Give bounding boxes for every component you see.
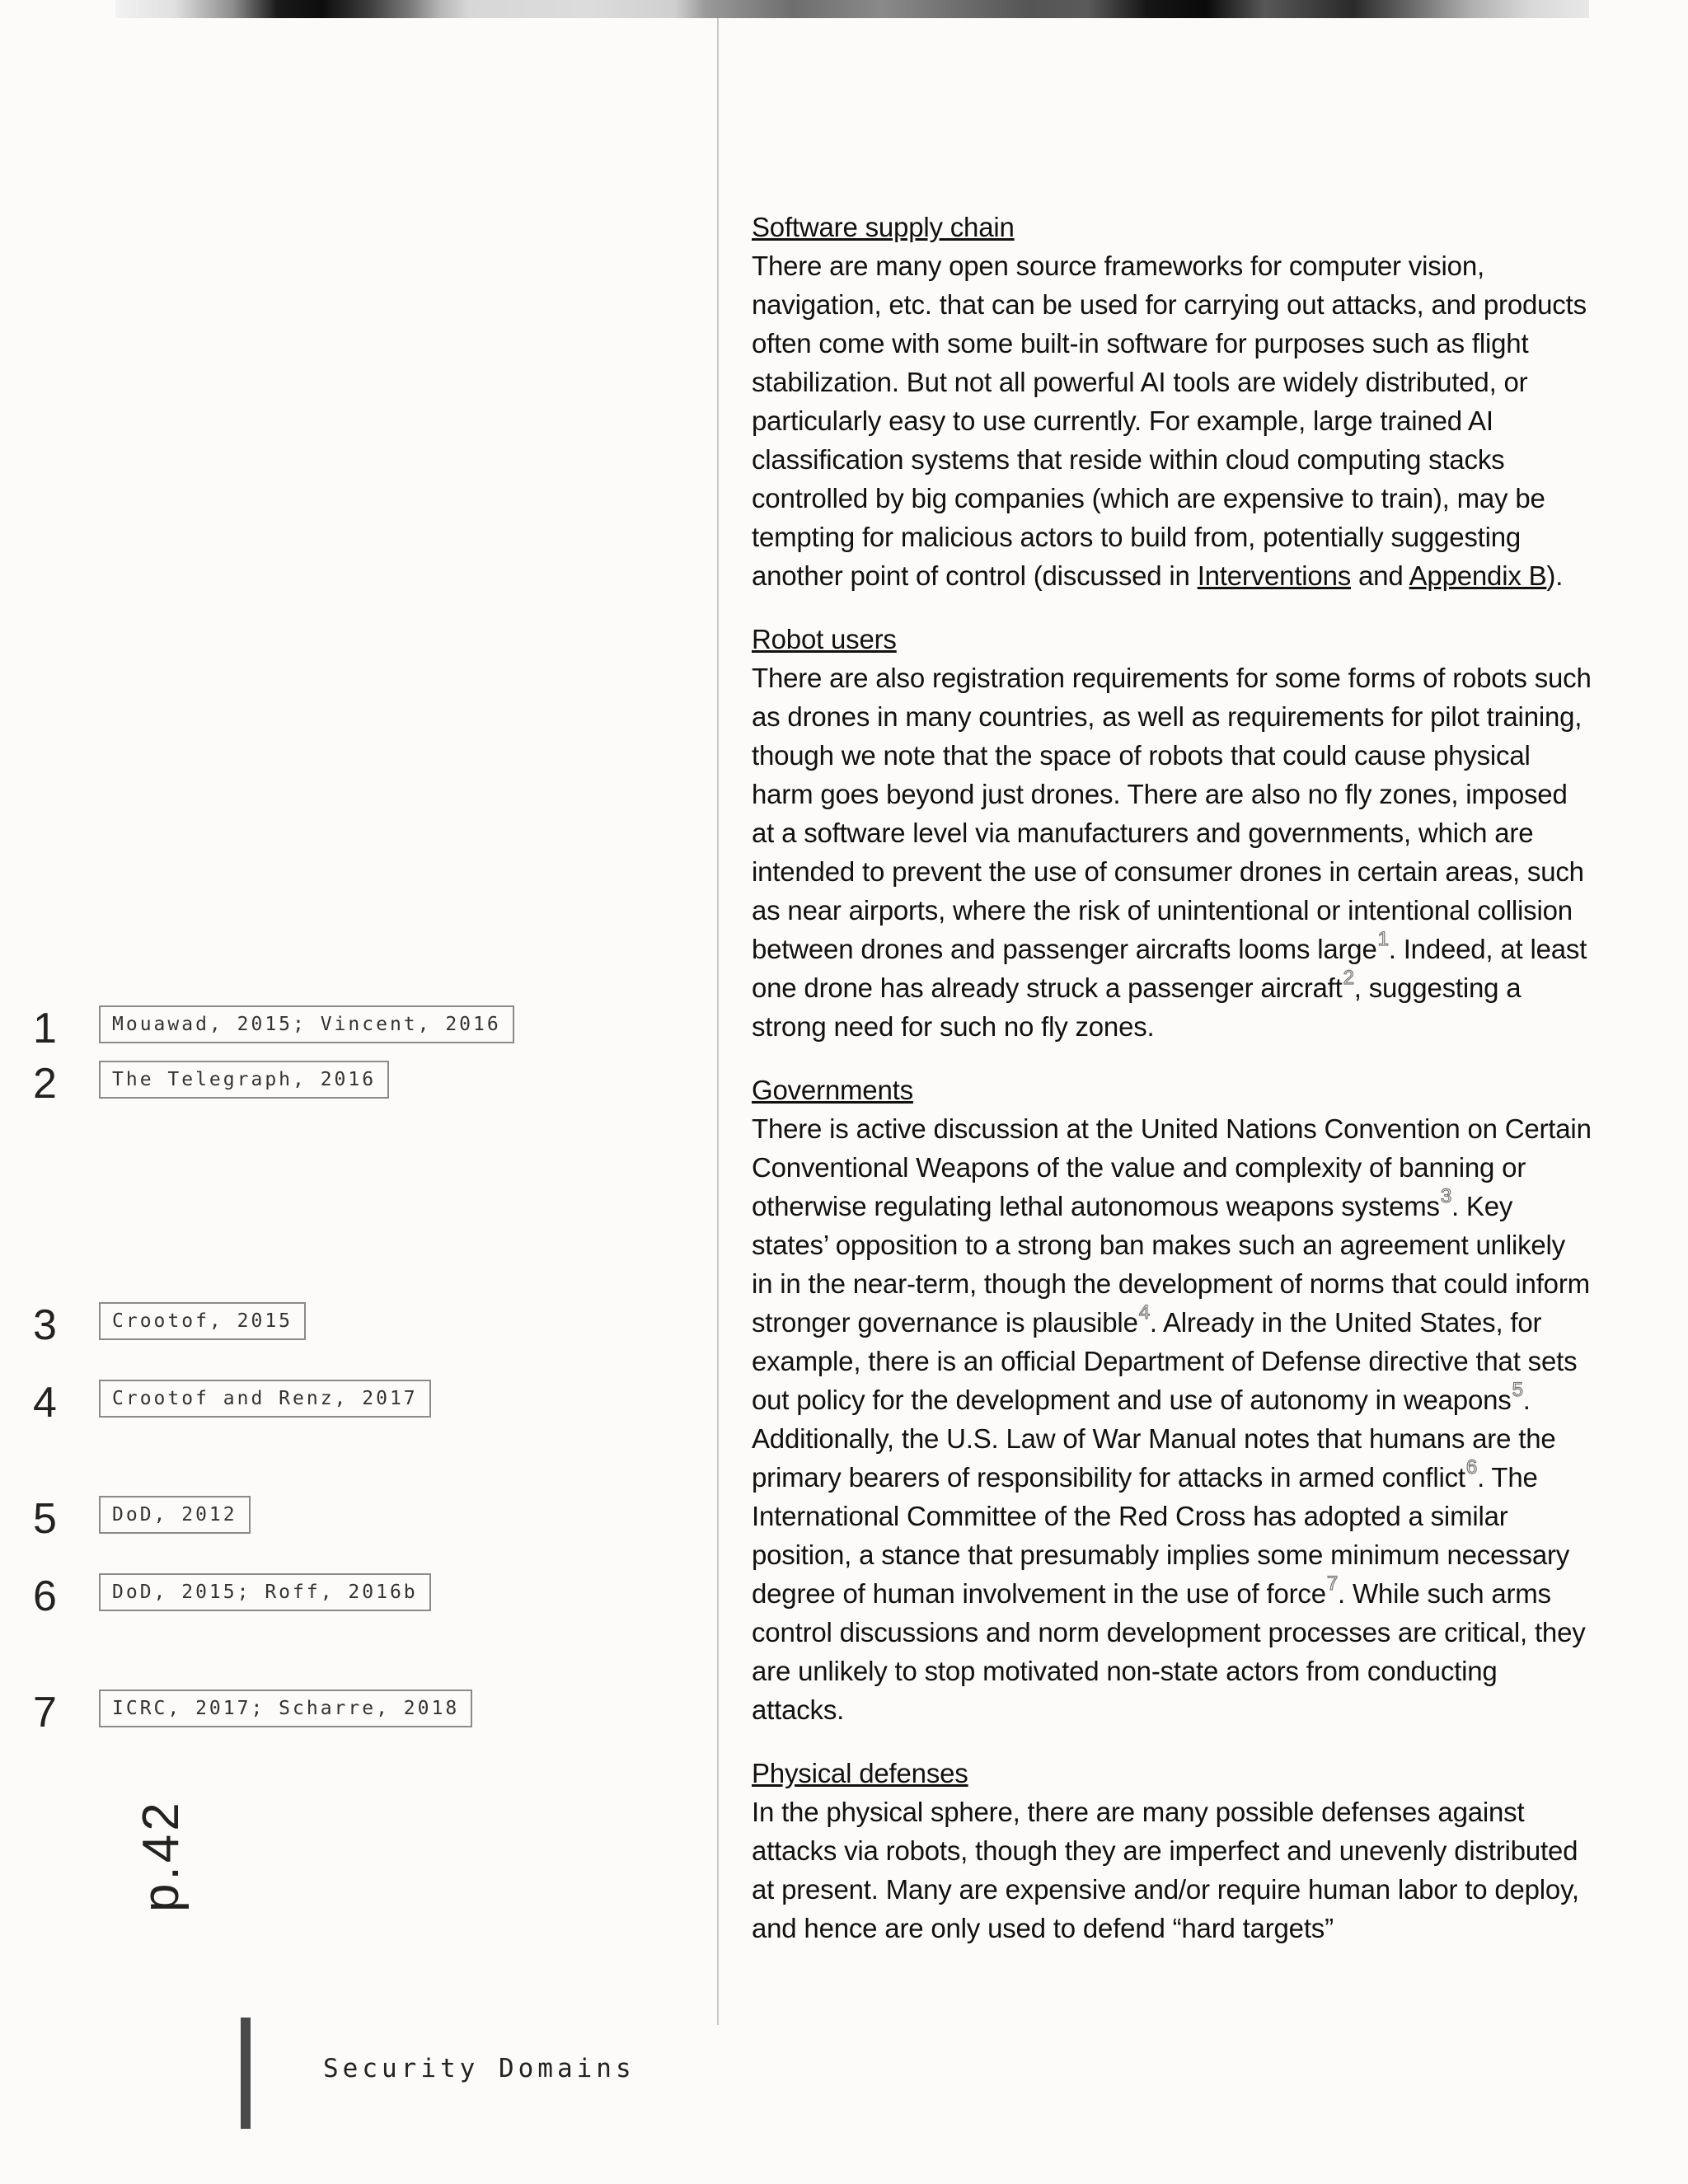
footer-accent-bar: [241, 2018, 251, 2129]
sidenote-number: 4: [33, 1379, 57, 1427]
section-heading: Robot users: [752, 624, 897, 654]
column-divider: [717, 18, 719, 2025]
citation-box[interactable]: Mouawad, 2015; Vincent, 2016: [99, 1005, 514, 1043]
section-robot-users: [752, 620, 1592, 1046]
sidenote-number: 6: [33, 1572, 57, 1620]
sidenote-number: 5: [33, 1495, 57, 1543]
footnote-marker-3[interactable]: 3: [1440, 1185, 1451, 1207]
citation-box[interactable]: ICRC, 2017; Scharre, 2018: [99, 1690, 472, 1727]
footnote-marker-1[interactable]: 1: [1377, 928, 1389, 950]
section-software-supply-chain: [752, 208, 1592, 595]
section-body: There are also registration requirements for some forms of robots such as drones in many countries, as well as requirements for pilot training, though we note that the space of robots that could cause physical harm goes beyond just drones. There are also no fly zones, imposed at a software level via manufacturers and governments, which are intended to prevent the use of consumer drones in certain areas, such as near airports, where the risk of unintentional or intentional collision between drones and passenger aircrafts looms large$^1$. Indeed, at least one drone has already struck a passenger aircraft$^2$, suggesting a strong need for such no fly zones.: [752, 663, 1592, 1042]
footnote-marker-7[interactable]: 7: [1326, 1572, 1339, 1595]
page-number: p.42: [133, 1799, 190, 1912]
footnote-marker-4[interactable]: 4: [1138, 1301, 1150, 1324]
sidenote-number: 2: [33, 1060, 57, 1108]
citation-box[interactable]: DoD, 2015; Roff, 2016b: [99, 1573, 431, 1611]
citation-box[interactable]: Crootof, 2015: [99, 1302, 306, 1340]
section-heading: Physical defenses: [752, 1758, 968, 1788]
main-text-column: [752, 208, 1592, 1972]
citation-box[interactable]: DoD, 2012: [99, 1496, 251, 1534]
section-heading: Software supply chain: [752, 212, 1015, 242]
appendix-b-link[interactable]: Appendix B: [1409, 560, 1547, 591]
footnote-marker-2[interactable]: 2: [1343, 967, 1354, 989]
sidenote-number: 3: [33, 1301, 57, 1349]
section-body: In the physical sphere, there are many possible defenses against attacks via robots, though they are imperfect and unevenly distributed at present. Many are expensive and/or require human labor to deploy, and hence are only used to defend “hard targets”: [752, 1797, 1579, 1943]
footnote-marker-6[interactable]: 6: [1465, 1456, 1478, 1479]
footnote-marker-5[interactable]: 5: [1512, 1379, 1523, 1401]
citation-box[interactable]: The Telegraph, 2016: [99, 1061, 389, 1099]
section-body: There is active discussion at the United Nations Convention on Certain Conventional Weapons of the value and complexity of banning or otherwise regulating lethal autonomous weapons systems$^3$. Key states’ opposition to a strong ban makes such an agreement unlikely in in the near-term, though the development of norms that could inform stronger governance is plausible$^4$. Already in the United States, for example, there is an official Department of Defense directive that sets out policy for the development and use of autonomy in weapons$^5$. Additionally, the U.S. Law of War Manual notes that humans are the primary bearers of responsibility for attacks in armed conflict$^6$. The International Committee of the Red Cross has adopted a similar position, a stance that presumably implies some minimum necessary degree of human involvement in the use of force$^7$. While such arms control discussions and norm development processes are critical, they are unlikely to stop motivated non-state actors from conducting attacks.: [752, 1113, 1592, 1725]
section-heading: Governments: [752, 1075, 913, 1105]
citation-box[interactable]: Crootof and Renz, 2017: [99, 1380, 431, 1418]
header-gradient-bar: [115, 0, 1589, 18]
interventions-link[interactable]: Interventions: [1197, 560, 1352, 591]
section-body: There are many open source frameworks for computer vision, navigation, etc. that can be used for carrying out attacks, and products often come with some built-in software for purposes such as flight stabilization. But not all powerful AI tools are widely distributed, or particularly easy to use currently. For example, large trained AI classification systems that reside within cloud computing stacks controlled by big companies (which are expensive to train), may be tempting for malicious actors to build from, potentially suggesting another point of control (discussed in Interventions and Appendix B).: [752, 251, 1587, 591]
section-governments: [752, 1071, 1592, 1729]
section-label: Security Domains: [323, 2054, 635, 2083]
section-physical-defenses: [752, 1754, 1592, 1947]
sidenote-number: 7: [33, 1689, 57, 1736]
sidenote-number: 1: [33, 1005, 57, 1052]
